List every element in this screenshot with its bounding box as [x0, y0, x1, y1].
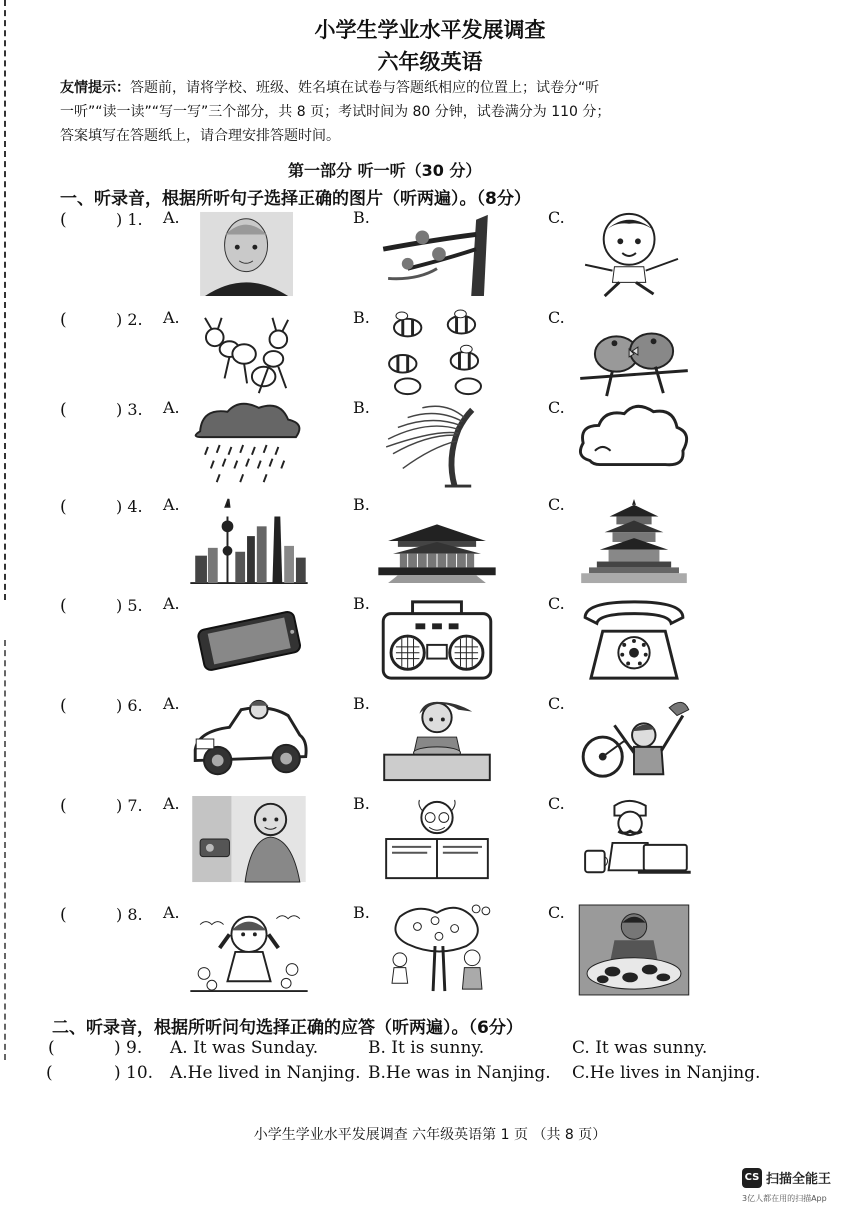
temple-of-heaven-icon[interactable] [575, 497, 693, 585]
shanghai-skyline-icon[interactable] [190, 497, 308, 585]
q4-option-a-label: A. [163, 495, 180, 514]
section-2-heading: 二、听录音，根据所听问句选择正确的应答（听两遍）。（6分） [52, 1018, 523, 1038]
q2-paren[interactable]: ( [60, 310, 67, 330]
q1-option-c-label: C. [548, 208, 565, 227]
bees-icon[interactable] [378, 310, 496, 398]
notice-label: 友情提示： [60, 80, 130, 96]
palace-hall-icon[interactable] [378, 497, 496, 585]
running-boy-icon[interactable] [575, 210, 693, 298]
q10-number: ) 10. [114, 1063, 154, 1083]
page-footer: 小学生学业水平发展调查 六年级英语第 1 页 （共 8 页） [253, 1127, 607, 1143]
notice-line-2: 一听”“读一读”“写一写”三个部分，共 8 页；考试时间为 80 分钟，试卷满分为 110 分； [60, 104, 611, 120]
page-title: 小学生学业水平发展调查 [314, 18, 546, 42]
page-subtitle: 六年级英语 [377, 50, 483, 74]
q1-option-b-label: B. [353, 208, 370, 227]
q3-number: ) 3. [116, 400, 143, 419]
q5-paren[interactable]: ( [60, 596, 67, 616]
camscanner-tagline: 3亿人都在用的扫描App [742, 1194, 827, 1203]
q1-paren[interactable]: ( [60, 210, 67, 230]
q5-option-b-label: B. [353, 594, 370, 613]
boy-falling-bike-icon[interactable] [575, 696, 693, 784]
q3-option-b-label: B. [353, 398, 370, 417]
q9-option-a[interactable]: A. It was Sunday. [170, 1038, 319, 1058]
camscanner-brand: 扫描全能王 [766, 1172, 832, 1187]
family-apple-tree-icon[interactable] [378, 905, 496, 993]
q2-option-a-label: A. [163, 308, 180, 327]
boy-at-desk-icon[interactable] [378, 696, 496, 784]
q4-option-c-label: C. [548, 495, 565, 514]
q6-option-c-label: C. [548, 694, 565, 713]
q8-paren[interactable]: ( [60, 905, 67, 925]
q7-number: ) 7. [116, 796, 143, 815]
elderly-man-photo-icon[interactable] [190, 210, 308, 298]
q6-number: ) 6. [116, 696, 143, 715]
q2-option-b-label: B. [353, 308, 370, 327]
q3-option-a-label: A. [163, 398, 180, 417]
q5-option-c-label: C. [548, 594, 565, 613]
q8-option-b-label: B. [353, 903, 370, 922]
rain-cloud-icon[interactable] [190, 400, 308, 488]
q9-option-c[interactable]: C. It was sunny. [572, 1038, 708, 1058]
q5-option-a-label: A. [163, 594, 180, 613]
camscanner-logo-icon: CS [742, 1168, 762, 1188]
q9-option-b[interactable]: B. It is sunny. [368, 1038, 485, 1058]
q4-paren[interactable]: ( [60, 497, 67, 517]
parrots-icon[interactable] [575, 310, 693, 398]
notice-text-1: 答题前，请将学校、班级、姓名填在试卷与答题纸相应的位置上；试卷分“听 [130, 80, 600, 96]
q7-option-b-label: B. [353, 794, 370, 813]
radio-cassette-icon[interactable] [378, 596, 496, 684]
q9-number: ) 9. [114, 1038, 143, 1058]
old-man-newspaper-icon[interactable] [378, 796, 496, 884]
q9-paren[interactable]: ( [48, 1038, 55, 1058]
binding-margin-line [4, 0, 6, 600]
q3-paren[interactable]: ( [60, 400, 67, 420]
q6-option-b-label: B. [353, 694, 370, 713]
q7-option-a-label: A. [163, 794, 180, 813]
rotary-telephone-icon[interactable] [575, 596, 693, 684]
q2-number: ) 2. [116, 310, 143, 329]
boy-cookies-photo-icon[interactable] [575, 905, 693, 993]
windy-tree-icon[interactable] [378, 400, 496, 488]
q5-number: ) 5. [116, 596, 143, 615]
q7-paren[interactable]: ( [60, 796, 67, 816]
q8-option-a-label: A. [163, 903, 180, 922]
q1-option-a-label: A. [163, 208, 180, 227]
old-man-radio-icon[interactable] [190, 796, 308, 884]
q3-option-c-label: C. [548, 398, 565, 417]
q10-option-b[interactable]: B.He was in Nanjing. [368, 1063, 551, 1083]
girl-flowers-icon[interactable] [190, 905, 308, 993]
q7-option-c-label: C. [548, 794, 565, 813]
notice-line-1 [60, 76, 740, 100]
q2-option-c-label: C. [548, 308, 565, 327]
ants-icon[interactable] [190, 310, 308, 398]
q10-paren[interactable]: ( [46, 1063, 53, 1083]
q10-option-a[interactable]: A.He lived in Nanjing. [170, 1063, 361, 1083]
cloud-icon[interactable] [575, 400, 693, 488]
monkeys-in-tree-icon[interactable] [378, 210, 496, 298]
notice-block [60, 76, 740, 148]
section-1-heading: 一、听录音，根据所听句子选择正确的图片（听两遍）。（8分） [60, 189, 531, 209]
q6-option-a-label: A. [163, 694, 180, 713]
q8-option-c-label: C. [548, 903, 565, 922]
part-1-heading: 第一部分 听一听（30 分） [288, 161, 482, 180]
boy-driving-car-icon[interactable] [190, 696, 308, 784]
q4-number: ) 4. [116, 497, 143, 516]
notice-line-3: 答案填写在答题纸上，请合理安排答题时间。 [60, 128, 340, 144]
man-laptop-icon[interactable] [575, 796, 693, 884]
binding-margin-line-lower [4, 640, 6, 1060]
q4-option-b-label: B. [353, 495, 370, 514]
smartphone-icon[interactable] [190, 596, 308, 684]
q6-paren[interactable]: ( [60, 696, 67, 716]
q10-option-c[interactable]: C.He lives in Nanjing. [572, 1063, 761, 1083]
q1-number: ) 1. [116, 210, 143, 229]
q8-number: ) 8. [116, 905, 143, 924]
